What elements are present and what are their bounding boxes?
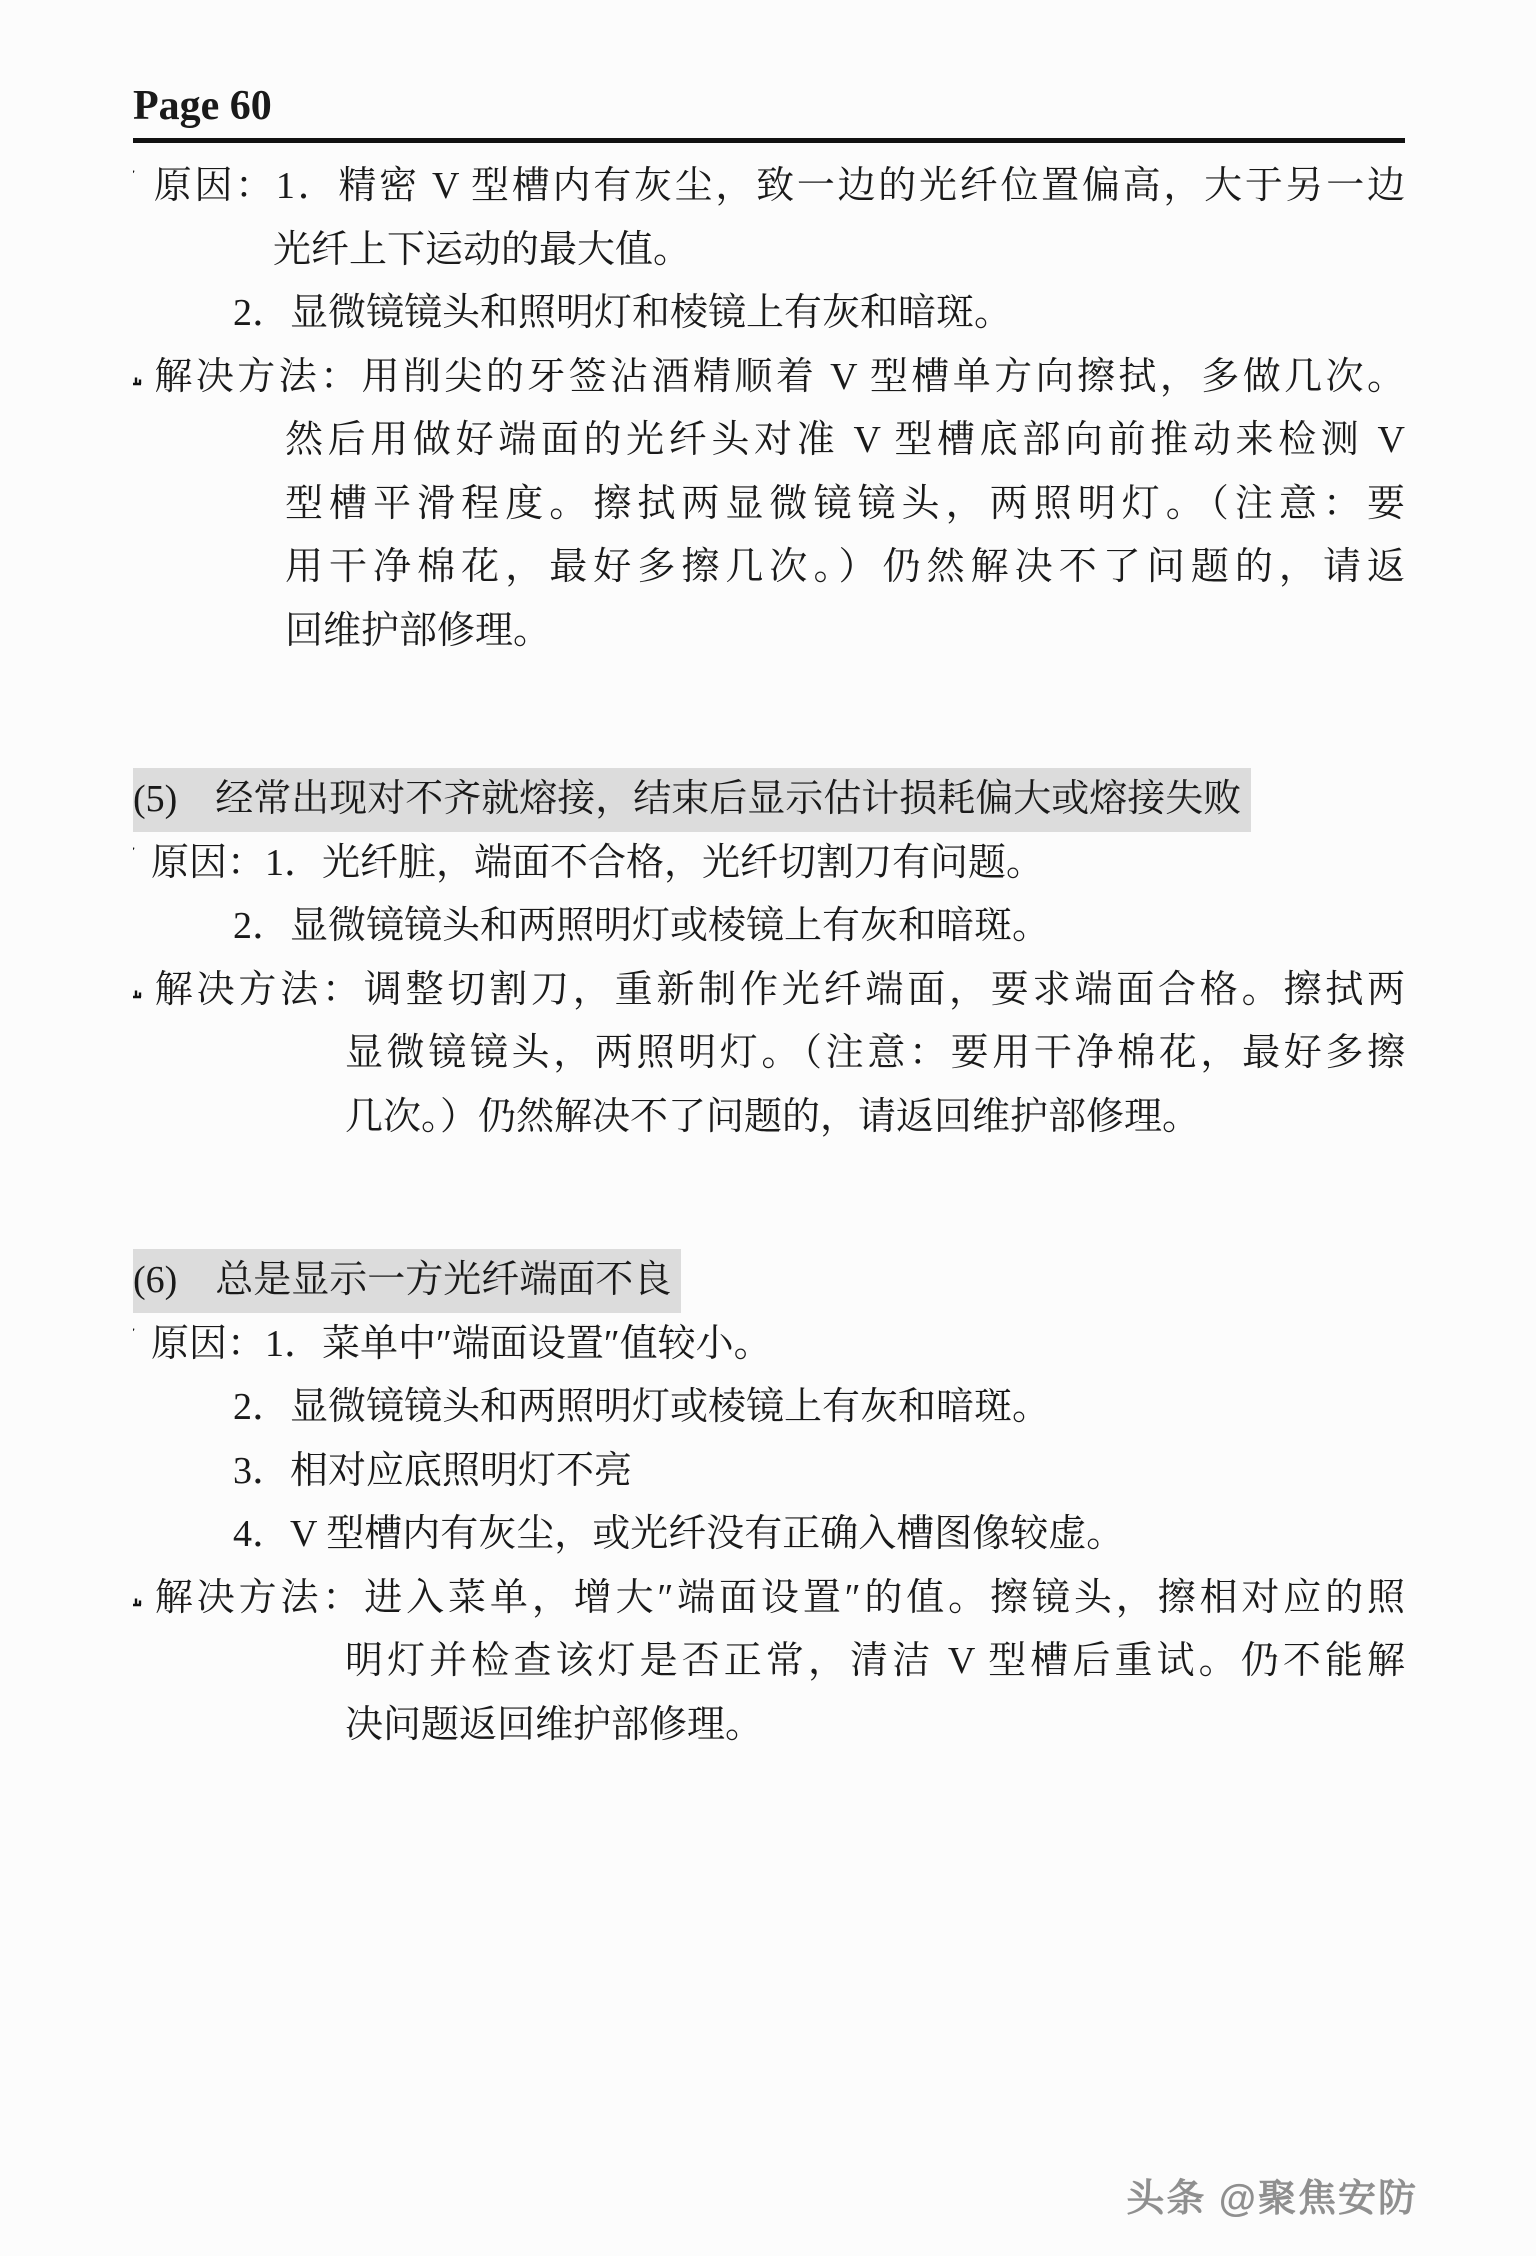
- line-text: 2．显微镜镜头和照明灯和棱镜上有灰和暗斑。: [233, 292, 1013, 334]
- key-bullet-icon: [133, 371, 151, 393]
- text-line: [133, 1630, 1405, 1694]
- line-text: 2．显微镜镜头和两照明灯或棱镜上有灰和暗斑。: [233, 905, 1051, 947]
- spiral-bullet-icon: [133, 845, 151, 879]
- section-heading: [133, 768, 1405, 832]
- text-line: [133, 1503, 1405, 1567]
- line-text: 决问题返回维护部修理。: [345, 1703, 764, 1746]
- text-line: [133, 1022, 1405, 1086]
- text-line: [133, 409, 1405, 473]
- header-rule: [133, 138, 1405, 143]
- section-heading-text: (5) 经常出现对不齐就熔接，结束后显示估计损耗偏大或熔接失败: [133, 768, 1251, 832]
- watermark-text: 头条 @聚焦安防: [1126, 2178, 1418, 2220]
- content: [133, 155, 1405, 1757]
- text-line: [133, 219, 1405, 283]
- section-6: [133, 1249, 1405, 1757]
- line-text: 几次。）仍然解决不了问题的，请返回维护部修理。: [345, 1095, 1201, 1138]
- key-bullet-icon: [133, 1592, 151, 1614]
- line-text: 原因：1．精密 V 型槽内有灰尘，致一边的光纤位置偏高，大于另一边: [151, 165, 1405, 207]
- text-line: [133, 1440, 1405, 1504]
- text-line: [133, 895, 1405, 959]
- text-line: [133, 959, 1405, 1023]
- line-text: 回维护部修理。: [285, 609, 552, 652]
- line-text: 型槽平滑程度。擦拭两显微镜镜头，两照明灯。（注意：要: [285, 482, 1405, 525]
- line-text: 原因：1．菜单中″端面设置″值较小。: [151, 1322, 772, 1365]
- line-text: 光纤上下运动的最大值。: [273, 228, 692, 271]
- spiral-bullet-icon: [133, 168, 151, 202]
- line-text: 明灯并检查该灯是否正常，清洁 V 型槽后重试。仍不能解: [345, 1640, 1405, 1682]
- text-line: [133, 1313, 1405, 1377]
- line-text: 显微镜镜头，两照明灯。（注意：要用干净棉花，最好多擦: [345, 1032, 1405, 1074]
- text-line: [133, 282, 1405, 346]
- line-text: 解决方法：进入菜单，增大″端面设置″的值。擦镜头，擦相对应的照: [151, 1576, 1405, 1619]
- line-text: 然后用做好端面的光纤头对准 V 型槽底部向前推动来检测 V: [285, 419, 1405, 461]
- section-5: [133, 768, 1405, 1149]
- text-line: [133, 600, 1405, 664]
- text-line: [133, 473, 1405, 537]
- key-bullet-icon: [133, 984, 151, 1006]
- line-text: 4．V 型槽内有灰尘，或光纤没有正确入槽图像较虚。: [233, 1513, 1125, 1555]
- line-text: 解决方法：用削尖的牙签沾酒精顺着 V 型槽单方向擦拭，多做几次。: [151, 355, 1405, 398]
- line-text: 3．相对应底照明灯不亮: [233, 1449, 633, 1492]
- text-line: [133, 1694, 1405, 1758]
- text-line: [133, 536, 1405, 600]
- line-text: 原因：1．光纤脏，端面不合格，光纤切割刀有问题。: [151, 841, 1045, 884]
- page-header: [133, 82, 1405, 143]
- intro-block: [133, 155, 1405, 663]
- page-title: Page 60: [133, 83, 272, 129]
- spiral-bullet-icon: [133, 1326, 151, 1360]
- line-text: 用干净棉花，最好多擦几次。）仍然解决不了问题的，请返: [285, 546, 1405, 588]
- section-heading: [133, 1249, 1405, 1313]
- text-line: [133, 1567, 1405, 1631]
- line-text: 解决方法：调整切割刀，重新制作光纤端面，要求端面合格。擦拭两: [151, 968, 1405, 1011]
- text-line: [133, 832, 1405, 896]
- text-line: [133, 1086, 1405, 1150]
- line-text: 2．显微镜镜头和两照明灯或棱镜上有灰和暗斑。: [233, 1386, 1051, 1428]
- text-line: [133, 155, 1405, 219]
- text-line: [133, 1376, 1405, 1440]
- section-heading-text: (6) 总是显示一方光纤端面不良: [133, 1249, 681, 1313]
- text-line: [133, 346, 1405, 410]
